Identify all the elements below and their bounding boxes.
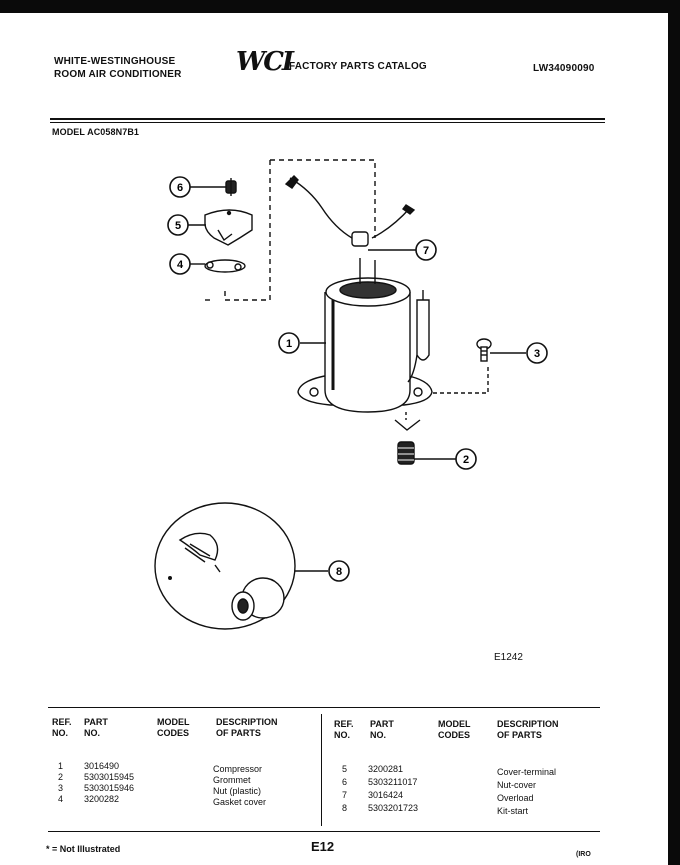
callout-3	[527, 343, 547, 363]
part-description: Nut-cover	[497, 780, 537, 790]
ref-number: 8	[342, 803, 348, 813]
header-model-left: MODEL CODES	[157, 717, 190, 738]
model-number: MODEL AC058N7B1	[52, 127, 140, 137]
svg-text:6: 6	[176, 182, 184, 194]
nut-plastic-part	[477, 339, 491, 361]
ref-number: 1	[58, 761, 64, 771]
callout-7	[416, 240, 436, 260]
part-number: 3016490	[84, 761, 120, 771]
svg-text:8: 8	[335, 566, 343, 578]
dashed-line-3	[430, 367, 488, 393]
overload-part	[286, 176, 414, 246]
callout-4	[170, 254, 190, 274]
scan-border-right	[668, 0, 680, 865]
svg-text:1: 1	[285, 338, 293, 350]
svg-text:5: 5	[174, 220, 182, 232]
callout-5	[168, 215, 188, 235]
part-description: Cover-terminal	[497, 767, 557, 777]
header-desc-left: DESCRIPTION OF PARTS	[216, 717, 278, 738]
header-model-right: MODEL CODES	[438, 719, 471, 740]
ref-number: 4	[58, 794, 64, 804]
header-ref-left: REF. NO.	[52, 717, 72, 738]
page-number: E12	[311, 839, 335, 854]
part-number: 5303015945	[84, 772, 135, 782]
brand-block	[54, 55, 182, 81]
header-ref-right: REF. NO.	[334, 719, 354, 740]
ref-number: 6	[342, 777, 348, 787]
compressor-part	[298, 258, 432, 412]
product-type: ROOM AIR CONDITIONER	[54, 69, 182, 80]
svg-text:3: 3	[533, 348, 541, 360]
table-column-divider	[321, 714, 322, 826]
catalog-code: LW34090090	[533, 63, 595, 74]
header-part-right: PART NO.	[370, 719, 394, 740]
not-illustrated-note: * = Not Illustrated	[46, 844, 121, 854]
wci-logo: WCI	[236, 47, 293, 77]
ref-number: 3	[58, 783, 64, 793]
callout-6	[170, 177, 190, 197]
part-description: Compressor	[213, 764, 263, 774]
figure-code: E1242	[494, 652, 523, 663]
nut-cover-part	[226, 178, 236, 196]
callout-1	[279, 333, 299, 353]
callout-2	[456, 449, 476, 469]
catalog-title: FACTORY PARTS CATALOG	[289, 61, 427, 72]
header-desc-right: DESCRIPTION OF PARTS	[497, 719, 559, 740]
brand-name: WHITE-WESTINGHOUSE	[54, 56, 176, 67]
callout-8	[329, 561, 349, 581]
ref-number: 5	[342, 764, 348, 774]
ref-number: 2	[58, 772, 64, 782]
table-rule-top	[48, 707, 600, 708]
part-description: Overload	[497, 793, 534, 803]
part-description: Kit-start	[497, 806, 529, 816]
dashed-group-line-upper	[270, 160, 375, 238]
svg-text:7: 7	[422, 245, 430, 257]
footer-mark: (IRO	[576, 851, 591, 858]
part-description: Gasket cover	[213, 797, 267, 807]
part-number: 5303015946	[84, 783, 135, 793]
svg-text:4: 4	[176, 259, 184, 271]
ref-number: 7	[342, 790, 348, 800]
part-description: Grommet	[213, 775, 251, 785]
part-number: 3200282	[84, 794, 120, 804]
start-kit-part	[155, 503, 295, 629]
table-rule-bottom	[48, 831, 600, 832]
part-number: 5303201723	[368, 803, 419, 813]
terminal-cover-part	[205, 210, 252, 245]
exploded-parts-diagram	[0, 140, 660, 650]
part-number: 3200281	[368, 764, 404, 774]
part-number: 5303211017	[368, 777, 418, 787]
header-rule-thin	[50, 122, 605, 123]
part-number: 3016424	[368, 790, 404, 800]
header-rule-thick	[50, 118, 605, 120]
svg-text:2: 2	[462, 454, 470, 466]
part-description: Nut (plastic)	[213, 786, 262, 796]
scan-border-top	[0, 0, 680, 13]
grommet-part	[395, 412, 420, 464]
gasket-part	[205, 260, 245, 272]
header-part-left: PART NO.	[84, 717, 108, 738]
